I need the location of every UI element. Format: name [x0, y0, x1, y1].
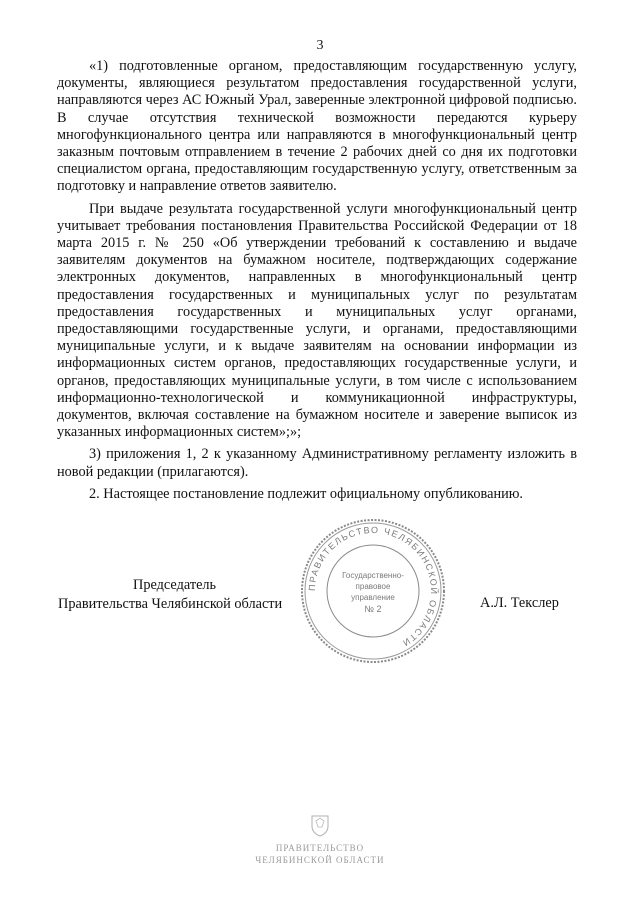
signature-title-line1: Председатель: [133, 577, 217, 593]
seal-center-line3: управление: [351, 593, 395, 602]
watermark: [0, 812, 640, 866]
signature-title: [58, 576, 288, 614]
official-seal-icon: [298, 516, 448, 666]
watermark-line1: ПРАВИТЕЛЬСТВО: [275, 843, 365, 853]
seal-outer-text: ПРАВИТЕЛЬСТВО ЧЕЛЯБИНСКОЙ ОБЛАСТИ: [306, 524, 440, 649]
paragraph-3: 3) приложения 1, 2 к указанному Административному регламенту изложить в новой редакции (прилагаются).: [57, 446, 577, 480]
coat-of-arms-icon: [307, 812, 333, 838]
document-body: [57, 58, 577, 503]
paragraph-4: 2. Настоящее постановление подлежит официальному опубликованию.: [89, 485, 524, 502]
signature-name: А.Л. Текслер: [480, 595, 559, 611]
signature-title-line2: Правительства Челябинской области: [58, 596, 283, 612]
seal-center-line2: правовое: [355, 582, 391, 591]
page-number: 3: [316, 38, 324, 53]
seal-center-line1: Государственно-: [342, 571, 404, 580]
paragraph-1: «1) подготовленные органом, предоставляющим государственную услугу, документы, являющиеся результатом предоставления государственной услуги, направляются через АС Южный Урал, заверенные электронной цифровой подписью. В случае отсутствия технической возможности передаются курьеру многофункционального центра или направляются в многофункциональный центр заказным почтовым отправлением в течение 2 рабочих дней со дня их подготовки специалистом органа, предоставляющим государственную услугу, ответственным за подготовку и направление ответов заявителю.: [57, 58, 577, 195]
seal-center-line4: № 2: [364, 604, 382, 614]
watermark-line2: ЧЕЛЯБИНСКОЙ ОБЛАСТИ: [255, 855, 385, 865]
paragraph-2: При выдаче результата государственной услуги многофункциональный центр учитывает требования постановления Правительства Российской Федерации от 18 марта 2015 г. № 250 «Об утверждении требований к составлению и выдаче заявителям документов на бумажном носителе, подтверждающих содержание электронных документов, направленных в многофункциональный центр предоставления государственных и муниципальных услуг по результатам предоставления государственных и муниципальных услуг органами, предоставляющими государственные услуги, и органами, предоставляющими муниципальные услуги, и к выдаче заявителям на основании информации из информационных систем органов, предоставляющих государственные услуги, и органов, предоставляющих муниципальные услуги, в том числе с использованием информационно-технологической и коммуникационной инфраструктуры, документов, включая составление на бумажном носителе и заверение выписок из указанных информационных систем»;»;: [57, 200, 577, 441]
